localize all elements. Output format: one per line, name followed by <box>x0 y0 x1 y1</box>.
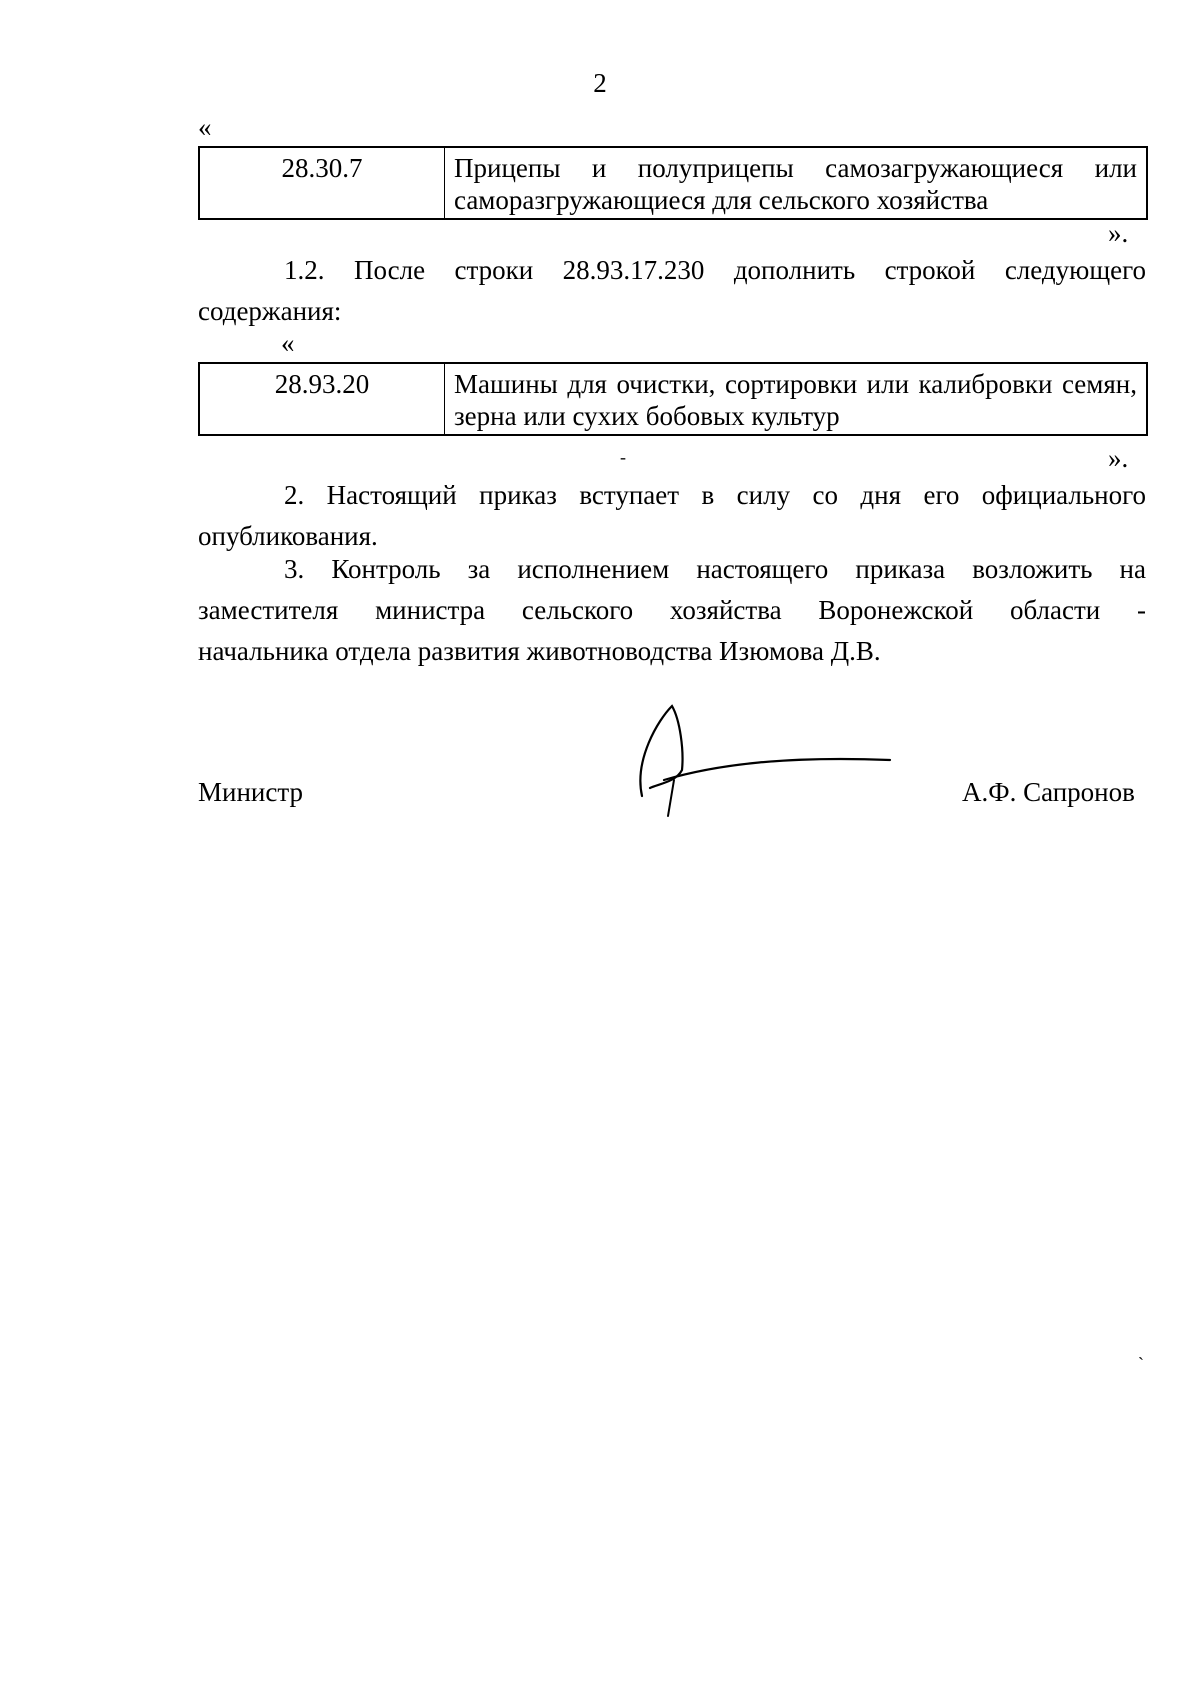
signatory-name: А.Ф. Сапронов <box>962 777 1135 807</box>
close-quote-2: ». <box>1108 443 1129 473</box>
okpd-code-cell: 28.30.7 <box>199 147 445 219</box>
open-quote-2: « <box>281 328 295 358</box>
table-row <box>199 147 1147 219</box>
paragraph-3 <box>198 549 1146 672</box>
amendment-table-2 <box>198 362 1148 436</box>
paragraph-line: заместителя министра сельского хозяйства Воронежской области - <box>198 595 1146 625</box>
signatory-role: Министр <box>198 777 303 807</box>
page-number: 2 <box>593 68 607 98</box>
paragraph-1-2 <box>198 250 1146 332</box>
paragraph-line: 1.2. После строки 28.93.17.230 дополнить строкой следующего <box>284 255 1146 285</box>
paragraph-line: 3. Контроль за исполнением настоящего приказа возложить на <box>284 554 1146 584</box>
description-cell: Прицепы и полуприцепы самозагружающиеся или саморазгружающиеся для сельского хозяйства <box>445 147 1148 219</box>
description-cell: Машины для очистки, сортировки или калибровки семян, зерна или сухих бобовых культур <box>445 363 1148 435</box>
paragraph-2 <box>198 475 1146 557</box>
okpd-code-cell: 28.93.20 <box>199 363 445 435</box>
handwritten-signature <box>628 700 908 820</box>
open-quote-1: « <box>198 112 212 142</box>
close-quote-1: ». <box>1108 218 1129 248</box>
paragraph-line: содержания: <box>198 296 342 326</box>
table-row <box>199 363 1147 435</box>
paragraph-line: опубликования. <box>198 521 378 551</box>
amendment-table-1 <box>198 146 1148 220</box>
paragraph-line: 2. Настоящий приказ вступает в силу со дня его официального <box>284 480 1146 510</box>
paragraph-line: начальника отдела развития животноводства Изюмова Д.В. <box>198 636 881 666</box>
stray-mark: ` <box>1138 1354 1144 1374</box>
dash-mark: - <box>620 447 626 467</box>
